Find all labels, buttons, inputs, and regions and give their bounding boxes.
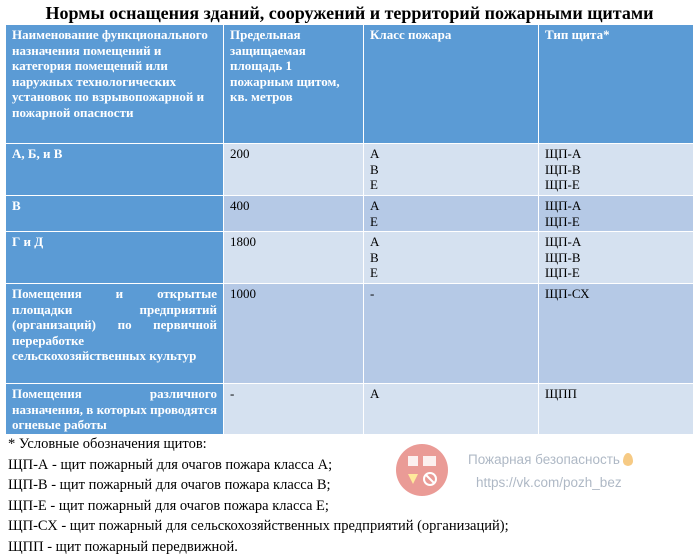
row-name: Г и Д: [6, 232, 224, 284]
page-title: Нормы оснащения зданий, сооружений и территорий пожарными щитами: [0, 2, 699, 24]
note-line: ЩПП - щит пожарный передвижной.: [8, 537, 509, 557]
row-classes: [364, 196, 539, 232]
shield-type-value: ЩП-Е: [545, 177, 687, 193]
row-classes: [364, 232, 539, 284]
note-line: ЩП-В - щит пожарный для очагов пожара класса В;: [8, 475, 509, 496]
table-row: [6, 284, 694, 384]
row-classes: [364, 144, 539, 196]
fire-class-value: Е: [370, 265, 532, 281]
fire-class-value: -: [370, 286, 532, 302]
fire-class-value: Е: [370, 177, 532, 193]
header-fire-class: Класс пожара: [364, 25, 539, 144]
watermark-url: https://vk.com/pozh_bez: [476, 475, 622, 490]
note-line: ЩП-А - щит пожарный для очагов пожара класса А;: [8, 455, 509, 476]
fire-class-value: А: [370, 198, 532, 214]
fire-safety-logo-icon: [396, 444, 448, 496]
fire-class-value: Е: [370, 214, 532, 230]
table-row: [6, 144, 694, 196]
row-name: Помещения и открытые площадки предприятий (организаций) по первичной переработке сельскохозяйственных культур: [6, 284, 224, 384]
flame-icon: [623, 453, 633, 466]
row-classes: [364, 284, 539, 384]
row-types: [539, 384, 694, 435]
table-row: [6, 196, 694, 232]
table-row: [6, 384, 694, 435]
row-area: 1000: [224, 284, 364, 384]
shield-type-value: ЩП-СХ: [545, 286, 687, 302]
shield-type-value: ЩП-А: [545, 198, 687, 214]
shield-type-value: ЩП-В: [545, 250, 687, 266]
header-area: Предельная защищаемая площадь 1 пожарным щитом, кв. метров: [224, 25, 364, 144]
row-classes: [364, 384, 539, 435]
shield-type-value: ЩП-А: [545, 234, 687, 250]
row-types: [539, 196, 694, 232]
fire-class-value: А: [370, 234, 532, 250]
watermark: [396, 440, 696, 500]
table-header-row: [6, 25, 694, 144]
shield-type-value: ЩП-А: [545, 146, 687, 162]
watermark-title: Пожарная безопасность: [468, 452, 633, 467]
note-line: * Условные обозначения щитов:: [8, 434, 509, 455]
fire-class-value: В: [370, 250, 532, 266]
table-row: [6, 232, 694, 284]
fire-class-value: А: [370, 386, 532, 402]
row-area: -: [224, 384, 364, 435]
row-types: [539, 144, 694, 196]
fire-class-value: В: [370, 162, 532, 178]
shield-type-value: ЩП-Е: [545, 265, 687, 281]
shield-type-value: ЩП-В: [545, 162, 687, 178]
row-area: 200: [224, 144, 364, 196]
fire-class-value: А: [370, 146, 532, 162]
note-line: ЩП-СХ - щит пожарный для сельскохозяйственных предприятий (организаций);: [8, 516, 509, 537]
row-name: А, Б, и В: [6, 144, 224, 196]
row-name: В: [6, 196, 224, 232]
header-purpose: Наименование функционального назначения помещений и категория помещений или наружных технологических установок по взрывопожарной и пожарной опасности: [6, 25, 224, 144]
shield-type-value: ЩПП: [545, 386, 687, 402]
row-area: 400: [224, 196, 364, 232]
row-area: 1800: [224, 232, 364, 284]
row-types: [539, 232, 694, 284]
fire-shield-norms-table: [5, 24, 694, 435]
header-shield-type: Тип щита*: [539, 25, 694, 144]
shield-type-value: ЩП-Е: [545, 214, 687, 230]
note-line: ЩП-Е - щит пожарный для очагов пожара класса Е;: [8, 496, 509, 517]
row-types: [539, 284, 694, 384]
row-name: Помещения различного назначения, в которых проводятся огневые работы: [6, 384, 224, 435]
